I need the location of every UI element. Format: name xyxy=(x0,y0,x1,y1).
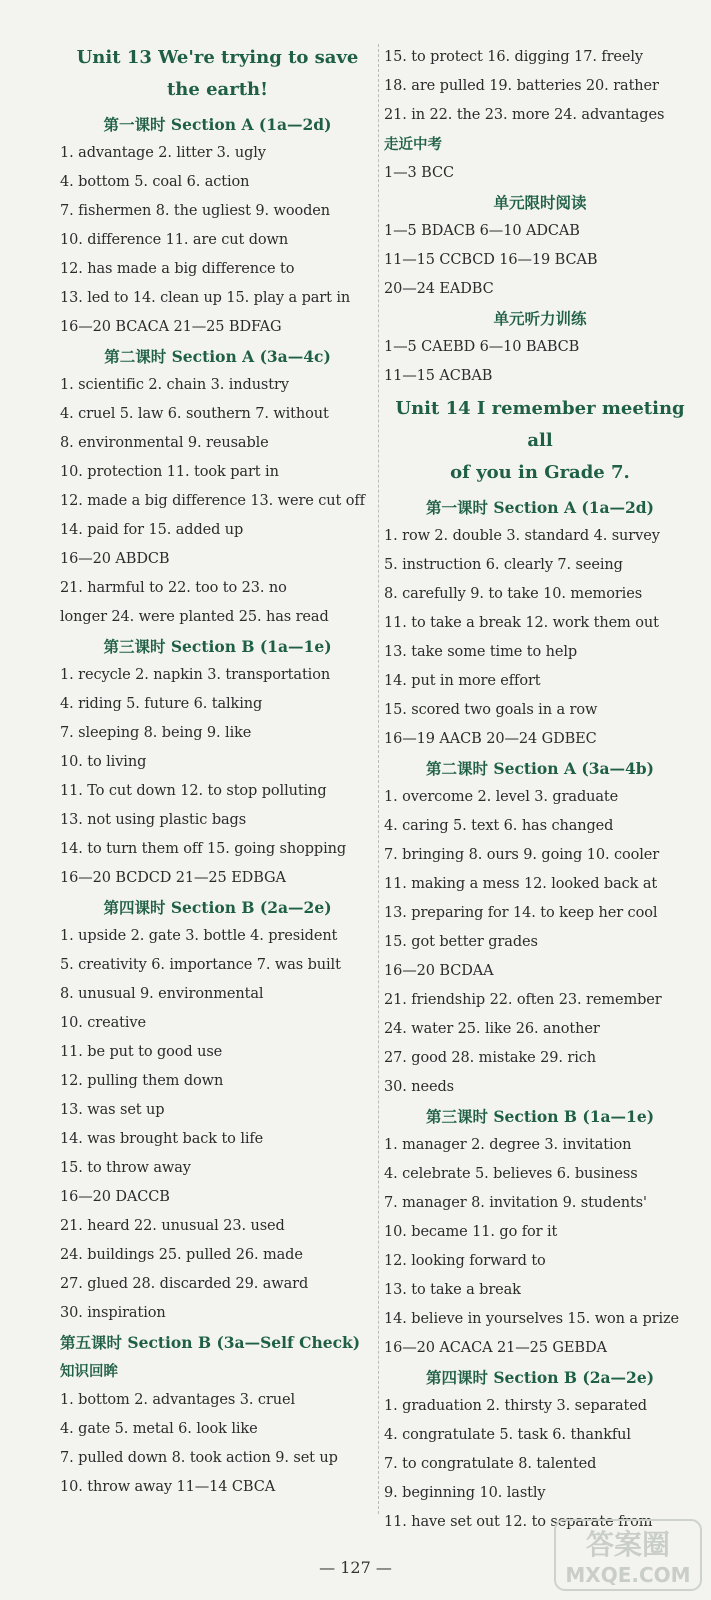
answer-line: 1. scientific 2. chain 3. industry xyxy=(60,377,289,393)
left-blocks xyxy=(60,110,375,1328)
unit-title-line: Unit 13 We're trying to save xyxy=(76,47,359,68)
answer-line: 4. bottom 5. coal 6. action xyxy=(60,174,250,190)
answer-line: 15. to throw away xyxy=(60,1160,191,1176)
answer-line: 9. beginning 10. lastly xyxy=(384,1485,546,1501)
answer-line: 16—19 AACB 20—24 GDBEC xyxy=(384,731,597,747)
unit-title-line: the earth! xyxy=(166,79,269,100)
answer-line: 27. glued 28. discarded 29. award xyxy=(60,1276,309,1292)
answer-line: 12. looking forward to xyxy=(384,1253,546,1269)
section-title: 第四课时 Section B (2a—2e) xyxy=(425,1368,655,1387)
answer-line: 16—20 DACCB xyxy=(60,1189,170,1205)
left-column xyxy=(60,40,375,1502)
answer-line: 21. friendship 22. often 23. remember xyxy=(384,992,662,1008)
right-column xyxy=(384,43,696,1537)
answer-line: 20—24 EADBC xyxy=(384,281,494,297)
answer-line: 13. led to 14. clean up 15. play a part in xyxy=(60,290,351,306)
answer-line: 30. needs xyxy=(384,1079,454,1095)
answer-line: 8. environmental 9. reusable xyxy=(60,435,269,451)
answer-line: 15. scored two goals in a row xyxy=(384,702,598,718)
answer-line: 7. sleeping 8. being 9. like xyxy=(60,725,252,741)
answer-line: 11—15 ACBAB xyxy=(384,368,493,384)
answer-line: 10. became 11. go for it xyxy=(384,1224,558,1240)
answer-line: 7. fishermen 8. the ugliest 9. wooden xyxy=(60,203,330,219)
answer-line: 1. overcome 2. level 3. graduate xyxy=(384,789,619,805)
answer-line: 1—5 CAEBD 6—10 BABCB xyxy=(384,339,580,355)
column-divider xyxy=(378,44,379,1514)
answer-line: 7. bringing 8. ours 9. going 10. cooler xyxy=(384,847,660,863)
section-title: 第一课时 Section A (1a—2d) xyxy=(426,498,654,517)
answer-lines xyxy=(384,159,696,188)
answer-line: 16—20 ACACA 21—25 GEBDA xyxy=(384,1340,607,1356)
answer-line: 21. harmful to 22. too to 23. no xyxy=(60,580,287,596)
answer-line: 10. to living xyxy=(60,754,147,770)
right-blocks xyxy=(384,493,696,1537)
answer-line: 4. gate 5. metal 6. look like xyxy=(60,1421,258,1437)
answer-line: 12. pulling them down xyxy=(60,1073,224,1089)
subsection-title: 知识回眸 xyxy=(60,1363,118,1380)
answer-line: 27. good 28. mistake 29. rich xyxy=(384,1050,597,1066)
answer-line: 5. creativity 6. importance 7. was built xyxy=(60,957,341,973)
answer-line: 12. has made a big difference to xyxy=(60,261,295,277)
section-title: 第二课时 Section A (3a—4b) xyxy=(426,759,654,778)
answer-line: 10. throw away 11—14 CBCA xyxy=(60,1479,276,1495)
answer-line: 14. put in more effort xyxy=(384,673,541,689)
answer-line: 21. in 22. the 23. more 24. advantages xyxy=(384,107,665,123)
answer-line: 14. to turn them off 15. going shopping xyxy=(60,841,347,857)
section-title: 单元限时阅读 xyxy=(493,193,587,212)
answer-line: 16—20 ABDCB xyxy=(60,551,170,567)
answer-line: 8. unusual 9. environmental xyxy=(60,986,264,1002)
answer-line: 21. heard 22. unusual 23. used xyxy=(60,1218,285,1234)
answer-line: 12. made a big difference 13. were cut off xyxy=(60,493,365,509)
unit-14-title xyxy=(384,393,696,489)
answer-line: 13. to take a break xyxy=(384,1282,521,1298)
answer-line: 4. caring 5. text 6. has changed xyxy=(384,818,614,834)
answer-line: 13. was set up xyxy=(60,1102,165,1118)
answer-line: 11. be put to good use xyxy=(60,1044,223,1060)
page-number: — 127 — xyxy=(319,1558,392,1577)
answer-line: 16—20 BCDAA xyxy=(384,963,494,979)
answer-lines xyxy=(384,217,696,304)
answer-line: 1. row 2. double 3. standard 4. survey xyxy=(384,528,660,544)
answer-line: 5. instruction 6. clearly 7. seeing xyxy=(384,557,623,573)
answer-line: 16—20 BCACA 21—25 BDFAG xyxy=(60,319,282,335)
watermark-logo xyxy=(553,1516,703,1594)
answer-line: 1. upside 2. gate 3. bottle 4. president xyxy=(60,928,338,944)
section-title: 第五课时 Section B (3a—Self Check) xyxy=(60,1333,361,1352)
section-title: 第一课时 Section A (1a—2d) xyxy=(103,115,332,134)
section-title: 第二课时 Section A (3a—4c) xyxy=(104,347,331,366)
answer-line: 4. riding 5. future 6. talking xyxy=(60,696,263,712)
answer-line: 10. creative xyxy=(60,1015,146,1031)
answer-line: 14. paid for 15. added up xyxy=(60,522,244,538)
answer-line: 18. are pulled 19. batteries 20. rather xyxy=(384,78,659,94)
unit-title-line: of you in Grade 7. xyxy=(450,462,630,483)
answer-line: 10. difference 11. are cut down xyxy=(60,232,289,248)
answer-line: 8. carefully 9. to take 10. memories xyxy=(384,586,643,602)
answer-line: 16—20 BCDCD 21—25 EDBGA xyxy=(60,870,286,886)
unit-title-line: Unit 14 I remember meeting all xyxy=(395,398,685,451)
answer-line: 7. manager 8. invitation 9. students' xyxy=(384,1195,647,1211)
answer-line: 15. got better grades xyxy=(384,934,538,950)
answer-line: 4. congratulate 5. task 6. thankful xyxy=(384,1427,631,1443)
answer-line: 13. take some time to help xyxy=(384,644,578,660)
subsection-title: 走近中考 xyxy=(384,136,442,153)
answer-line: 14. believe in yourselves 15. won a prize xyxy=(384,1311,680,1327)
answer-line: 11—15 CCBCD 16—19 BCAB xyxy=(384,252,598,268)
answer-line: 4. celebrate 5. believes 6. business xyxy=(384,1166,638,1182)
answer-lines xyxy=(60,1386,375,1502)
answer-line: 24. water 25. like 26. another xyxy=(384,1021,600,1037)
answer-line: 11. have set out 12. to separate from xyxy=(384,1514,653,1530)
answer-line: 1. advantage 2. litter 3. ugly xyxy=(60,145,266,161)
answer-line: 1. graduation 2. thirsty 3. separated xyxy=(384,1398,647,1414)
svg-text:答案圈: 答案圈 xyxy=(585,1528,671,1561)
answer-line: 30. inspiration xyxy=(60,1305,166,1321)
answer-line: 15. to protect 16. digging 17. freely xyxy=(384,49,644,65)
answer-lines xyxy=(384,333,696,391)
answer-line: 13. not using plastic bags xyxy=(60,812,247,828)
answer-line: 11. to take a break 12. work them out xyxy=(384,615,659,631)
answer-line: 7. pulled down 8. took action 9. set up xyxy=(60,1450,338,1466)
answer-line: 4. cruel 5. law 6. southern 7. without xyxy=(60,406,329,422)
answer-line: 7. to congratulate 8. talented xyxy=(384,1456,597,1472)
unit-13-title xyxy=(60,42,375,106)
answer-line: 1. bottom 2. advantages 3. cruel xyxy=(60,1392,295,1408)
answer-line: 11. To cut down 12. to stop polluting xyxy=(60,783,327,799)
answer-line: 10. protection 11. took part in xyxy=(60,464,279,480)
answer-line: 24. buildings 25. pulled 26. made xyxy=(60,1247,303,1263)
answer-line: longer 24. were planted 25. has read xyxy=(60,609,329,625)
answer-lines xyxy=(384,43,696,130)
section-title: 单元听力训练 xyxy=(493,309,587,328)
answer-line: 14. was brought back to life xyxy=(60,1131,264,1147)
section-title: 第三课时 Section B (1a—1e) xyxy=(425,1107,655,1126)
answer-line: 1. recycle 2. napkin 3. transportation xyxy=(60,667,331,683)
section-title: 第三课时 Section B (1a—1e) xyxy=(103,637,332,656)
answer-line: 1—5 BDACB 6—10 ADCAB xyxy=(384,223,580,239)
svg-text:MXQE.COM: MXQE.COM xyxy=(565,1563,691,1587)
answer-line: 1—3 BCC xyxy=(384,165,454,181)
answer-line: 13. preparing for 14. to keep her cool xyxy=(384,905,658,921)
answer-line: 11. making a mess 12. looked back at xyxy=(384,876,658,892)
section-title: 第四课时 Section B (2a—2e) xyxy=(103,898,332,917)
answer-line: 1. manager 2. degree 3. invitation xyxy=(384,1137,632,1153)
